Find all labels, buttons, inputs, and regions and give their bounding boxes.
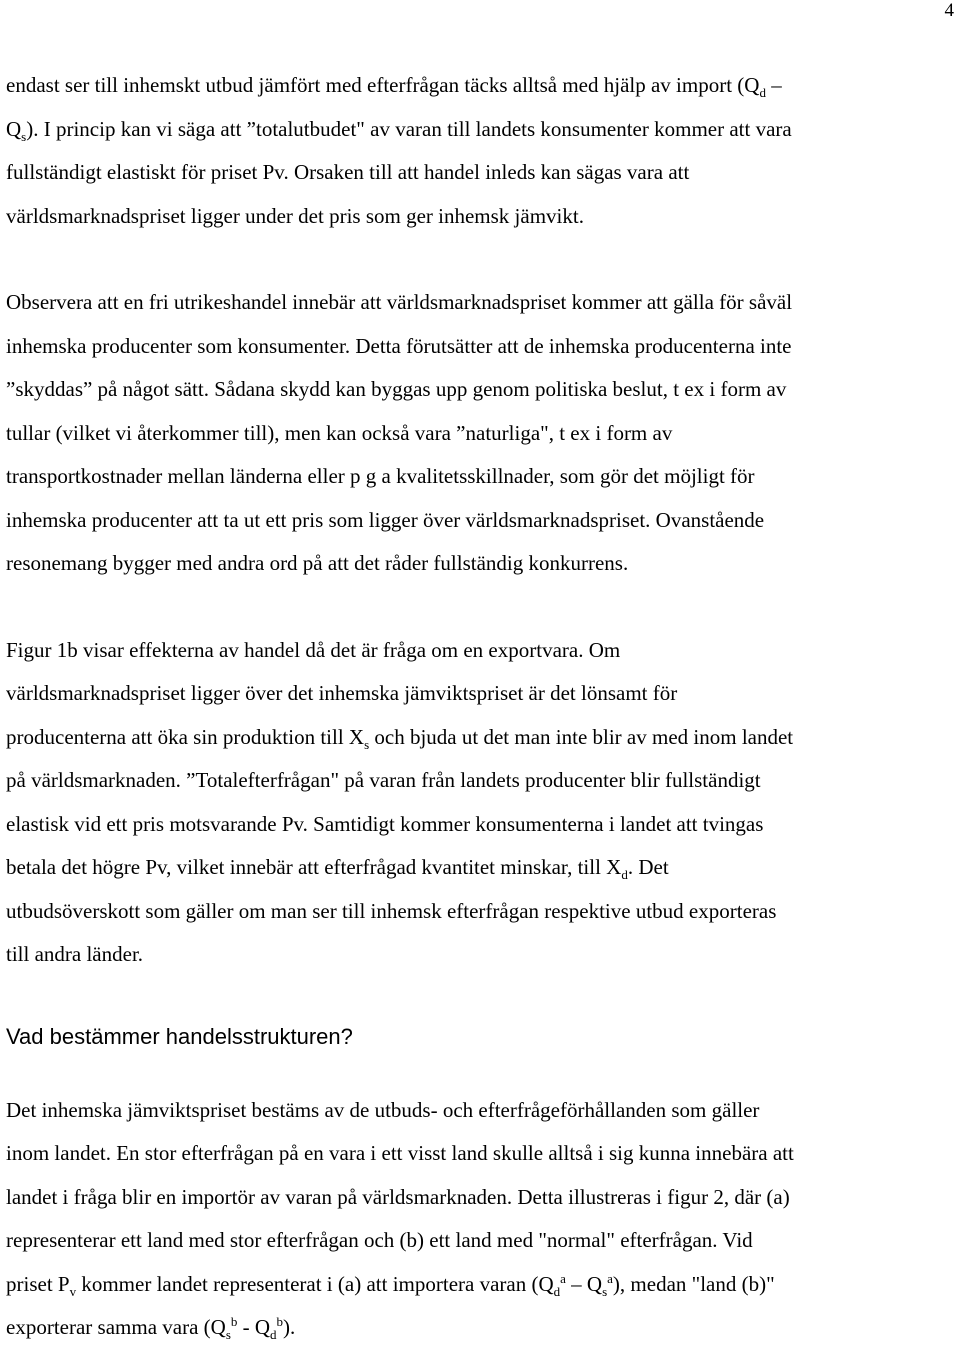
text-run: inhemska producenter att ta ut ett pris som ligger över världsmarknadspriset. Ovanstående bbox=[6, 507, 765, 532]
subscript: d bbox=[270, 1327, 277, 1343]
text-line bbox=[6, 1263, 960, 1307]
text-line bbox=[6, 368, 960, 412]
text-line bbox=[6, 195, 960, 239]
subscript: d bbox=[759, 85, 766, 101]
text-run: . Det bbox=[627, 855, 669, 879]
text-run: inom landet. En stor efterfrågan på en vara i ett visst land skulle alltså i sig kunna innebära att bbox=[6, 1141, 794, 1165]
text-line bbox=[6, 759, 960, 803]
text-line bbox=[6, 542, 960, 586]
text-run: utbudsöverskott som gäller om man ser till inhemsk efterfrågan respektive utbud exporteras bbox=[6, 898, 777, 923]
text-run: - Q bbox=[237, 1315, 271, 1339]
page-number: 4 bbox=[944, 0, 954, 21]
superscript: a bbox=[560, 1270, 566, 1286]
text-line bbox=[6, 64, 960, 108]
text-line bbox=[6, 1176, 960, 1220]
paragraph-import bbox=[6, 64, 960, 238]
superscript: a bbox=[607, 1270, 613, 1286]
text-line bbox=[6, 151, 960, 195]
text-line bbox=[6, 1306, 960, 1350]
text-run: fullständigt elastiskt för priset Pv. Orsaken till att handel inleds kan sägas vara att bbox=[6, 160, 690, 184]
subscript: s bbox=[225, 1327, 231, 1343]
text-run: inhemska producenter som konsumenter. Detta förutsätter att de inhemska producenterna inte bbox=[6, 333, 792, 358]
text-run: exporterar samma vara (Q bbox=[6, 1315, 226, 1339]
text-run: Figur 1b visar effekterna av handel då det är fråga om en exportvara. Om bbox=[6, 637, 621, 662]
text-line bbox=[6, 846, 960, 890]
text-run: Det inhemska jämviktspriset bestäms av de utbuds- och efterfrågeförhållanden som gäller bbox=[6, 1097, 760, 1122]
subscript: s bbox=[364, 736, 370, 752]
text-run: elastisk vid ett pris motsvarande Pv. Samtidigt kommer konsumenterna i landet att tvingas bbox=[6, 811, 764, 836]
text-run: ). I princip kan vi säga att ”totalutbudet" av varan till landets konsumenter kommer att vara bbox=[26, 116, 792, 141]
subscript: d bbox=[553, 1283, 561, 1299]
subscript: s bbox=[21, 128, 27, 144]
text-line bbox=[6, 1089, 960, 1133]
subscript: d bbox=[621, 867, 628, 883]
text-line bbox=[6, 1132, 960, 1176]
subscript: v bbox=[69, 1283, 77, 1299]
document-body bbox=[6, 64, 960, 1350]
text-run: landet i fråga blir en importör av varan på världsmarknaden. Detta illustreras i figur 2, där (a) bbox=[6, 1184, 790, 1209]
text-run: producenterna att öka sin produktion till X bbox=[6, 724, 365, 749]
text-run: endast ser till inhemskt utbud jämfört med efterfrågan täcks alltså med hjälp av import (Q bbox=[6, 73, 760, 97]
text-run: på världsmarknaden. ”Totalefterfrågan" på varan från landets producenter blir fullständigt bbox=[6, 768, 761, 792]
text-line bbox=[6, 629, 960, 673]
text-line bbox=[6, 455, 960, 499]
paragraph-free-trade bbox=[6, 281, 960, 586]
section-heading: Vad bestämmer handelsstrukturen? bbox=[6, 1023, 353, 1049]
text-line bbox=[6, 803, 960, 847]
text-run: transportkostnader mellan länderna eller p g a kvalitetsskillnader, som gör det möjligt för bbox=[6, 464, 755, 488]
text-line bbox=[6, 672, 960, 716]
text-line bbox=[6, 1219, 960, 1263]
paragraph-trade-structure bbox=[6, 1089, 960, 1350]
text-run: världsmarknadspriset ligger över det inhemska jämviktspriset är det lönsamt för bbox=[6, 681, 678, 705]
text-run: ”skyddas” på något sätt. Sådana skydd kan byggas upp genom politiska beslut, t ex i form av bbox=[6, 377, 787, 401]
text-line bbox=[6, 933, 960, 977]
text-line bbox=[6, 716, 960, 760]
text-line bbox=[6, 412, 960, 456]
text-run: tullar (vilket vi återkommer till), men kan också vara ”naturliga", t ex i form av bbox=[6, 420, 673, 445]
text-run: Q bbox=[6, 116, 22, 141]
text-line bbox=[6, 499, 960, 543]
text-run: till andra länder. bbox=[6, 942, 144, 966]
paragraph-export bbox=[6, 629, 960, 977]
text-run: resonemang bygger med andra ord på att det råder fullständig konkurrens. bbox=[6, 551, 629, 575]
text-run: världsmarknadspriset ligger under det pris som ger inhemsk jämvikt. bbox=[6, 203, 584, 228]
text-run: priset P bbox=[6, 1271, 70, 1296]
text-run: – Q bbox=[565, 1271, 603, 1296]
text-run: ), medan "land (b)" bbox=[612, 1271, 775, 1296]
text-run: representerar ett land med stor efterfrågan och (b) ett land med "normal" efterfrågan. Vid bbox=[6, 1228, 753, 1252]
text-run: ). bbox=[283, 1315, 296, 1339]
text-run: Observera att en fri utrikeshandel innebär att världsmarknadspriset kommer att gälla för såväl bbox=[6, 290, 793, 314]
text-line bbox=[6, 108, 960, 152]
text-line bbox=[6, 325, 960, 369]
text-run: betala det högre Pv, vilket innebär att efterfrågad kvantitet minskar, till X bbox=[6, 855, 622, 879]
text-run: – bbox=[765, 73, 782, 97]
text-line bbox=[6, 281, 960, 325]
superscript: b bbox=[276, 1314, 284, 1329]
subscript: s bbox=[602, 1283, 608, 1299]
text-line bbox=[6, 890, 960, 934]
text-run: kommer landet representerat i (a) att importera varan (Q bbox=[76, 1271, 554, 1296]
superscript: b bbox=[230, 1314, 238, 1329]
text-run: och bjuda ut det man inte blir av med inom landet bbox=[369, 724, 794, 749]
